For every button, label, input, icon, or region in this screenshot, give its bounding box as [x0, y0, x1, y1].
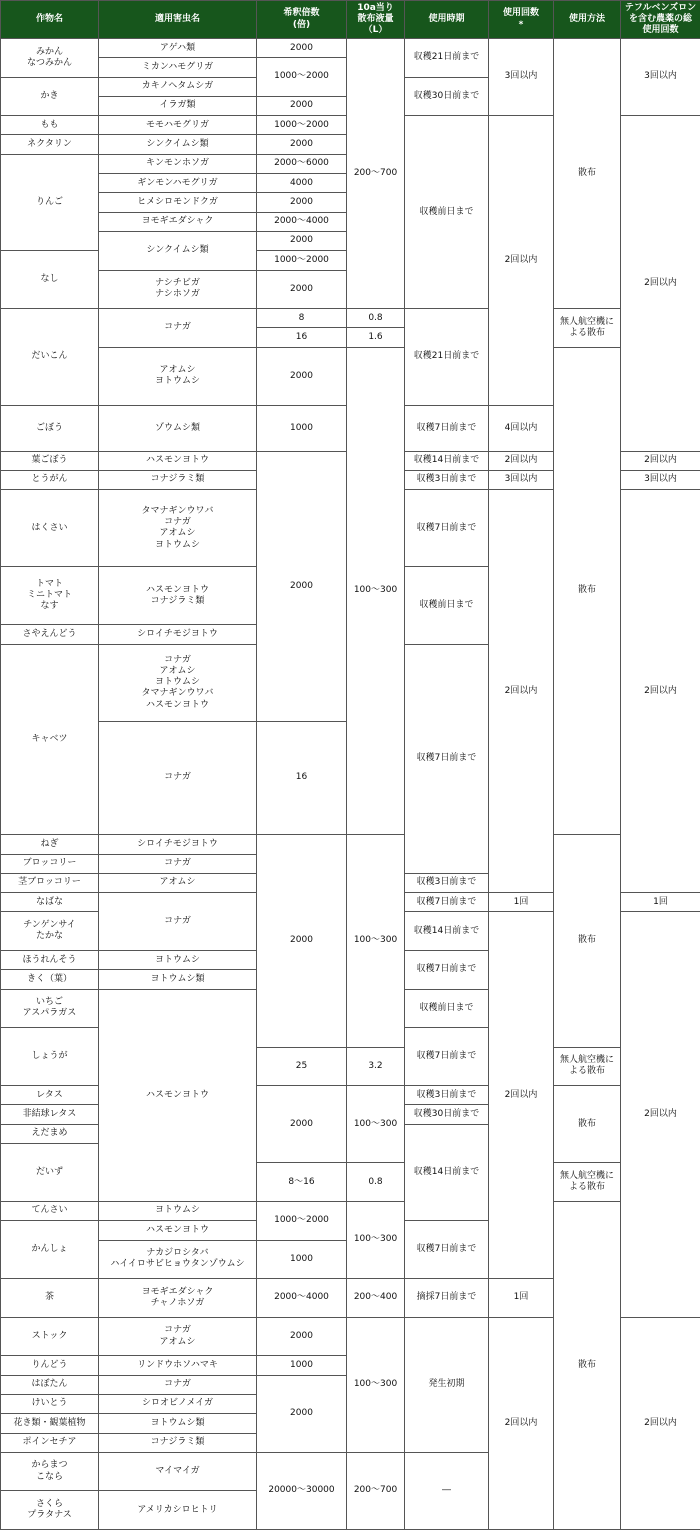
timing-cell: 収穫7日前まで [405, 405, 489, 451]
pest-cell: ヨトウムシ類 [99, 970, 257, 989]
volume-cell: 200～700 [347, 39, 405, 309]
count-cell: 2回以内 [489, 912, 554, 1279]
dilution-cell: 2000～4000 [257, 1279, 347, 1318]
pest-cell: ハスモンヨトウ コナジラミ類 [99, 567, 257, 625]
count-cell: 2回以内 [489, 490, 554, 893]
timing-cell: 収穫14日前まで [405, 912, 489, 951]
timing-cell: 収穫3日前まで [405, 873, 489, 892]
crop-cell: けいとう [1, 1394, 99, 1413]
pest-cell: コナジラミ類 [99, 470, 257, 489]
crop-cell: トマト ミニトマト なす [1, 567, 99, 625]
pest-cell: ヒメシロモンドクガ [99, 193, 257, 212]
crop-cell: かき [1, 77, 99, 116]
volume-cell: 0.8 [347, 1163, 405, 1202]
pest-cell: ナシチビガ ナシホソガ [99, 270, 257, 309]
volume-cell: 100～300 [347, 1201, 405, 1278]
count-cell: 3回以内 [489, 470, 554, 489]
dilution-cell: 2000 [257, 1317, 347, 1356]
method-cell: 無人航空機に よる散布 [554, 309, 621, 348]
volume-cell: 0.8 [347, 309, 405, 328]
pest-cell: キンモンホソガ [99, 154, 257, 173]
dilution-cell: 2000 [257, 96, 347, 115]
dilution-cell: 2000 [257, 1086, 347, 1163]
timing-cell: 収穫3日前まで [405, 470, 489, 489]
pest-cell: ミカンハモグリガ [99, 58, 257, 77]
timing-cell: 収穫前日まで [405, 116, 489, 309]
dilution-cell: 1000 [257, 1356, 347, 1375]
pest-cell: シロイチモジヨトウ [99, 625, 257, 644]
crop-cell: もも [1, 116, 99, 135]
header-timing: 使用時期 [405, 1, 489, 39]
timing-cell: 収穫3日前まで [405, 1086, 489, 1105]
pest-cell: シンクイムシ類 [99, 135, 257, 154]
timing-cell: 収穫30日前まで [405, 1105, 489, 1124]
crop-cell: 茶 [1, 1279, 99, 1318]
timing-cell: 収穫14日前まで [405, 451, 489, 470]
dilution-cell: 8 [257, 309, 347, 328]
dilution-cell: 2000 [257, 347, 347, 405]
count-cell: 2回以内 [489, 451, 554, 470]
pest-cell: アオムシ [99, 873, 257, 892]
crop-cell: 葉ごぼう [1, 451, 99, 470]
header-dilution: 希釈倍数 (倍) [257, 1, 347, 39]
header-pest: 適用害虫名 [99, 1, 257, 39]
dilution-cell: 2000 [257, 39, 347, 58]
dilution-cell: 2000 [257, 270, 347, 309]
pest-cell: コナガ [99, 309, 257, 348]
header-total: テフルベンズロン を含む農薬の総 使用回数 [621, 1, 700, 39]
dilution-cell: 8～16 [257, 1163, 347, 1202]
table-row [1, 309, 700, 328]
crop-cell: なばな [1, 893, 99, 912]
method-cell: 散布 [554, 39, 621, 309]
crop-cell: からまつ こなら [1, 1452, 99, 1491]
dilution-cell: 4000 [257, 174, 347, 193]
table-row [1, 39, 700, 58]
pest-cell: ヨモギエダシャク [99, 212, 257, 231]
method-cell: 散布 [554, 835, 621, 1047]
crop-cell: 非結球レタス [1, 1105, 99, 1124]
crop-cell: りんどう [1, 1356, 99, 1375]
volume-cell: 3.2 [347, 1047, 405, 1086]
pest-cell: コナガ [99, 893, 257, 951]
crop-cell: だいず [1, 1144, 99, 1202]
table-row [1, 347, 700, 366]
pest-cell: モモハモグリガ [99, 116, 257, 135]
pest-cell: イラガ類 [99, 96, 257, 115]
crop-cell: えだまめ [1, 1124, 99, 1143]
timing-cell: 収穫前日まで [405, 567, 489, 644]
total-cell: 2回以内 [621, 451, 700, 470]
pest-cell: ヨモギエダシャク チャノホソガ [99, 1279, 257, 1318]
pest-cell: マイマイガ [99, 1452, 257, 1491]
dilution-cell: 2000 [257, 835, 347, 1047]
table-row [1, 835, 700, 854]
dilution-cell: 1000～2000 [257, 251, 347, 270]
dilution-cell: 2000 [257, 1375, 347, 1452]
pest-cell: ゾウムシ類 [99, 405, 257, 451]
timing-cell: 摘採7日前まで [405, 1279, 489, 1318]
pest-cell: コナガ [99, 854, 257, 873]
crop-cell: ストック [1, 1317, 99, 1356]
pest-cell: ハスモンヨトウ [99, 1221, 257, 1240]
pest-cell: ヨトウムシ [99, 1201, 257, 1220]
pest-cell: ハスモンヨトウ [99, 451, 257, 470]
crop-cell: チンゲンサイ たかな [1, 912, 99, 951]
pest-cell: シロオビノメイガ [99, 1394, 257, 1413]
timing-cell: 収穫7日前まで [405, 644, 489, 873]
pest-cell: ヨトウムシ類 [99, 1414, 257, 1433]
crop-cell: だいこん [1, 309, 99, 405]
crop-cell: ごぼう [1, 405, 99, 451]
dilution-cell: 16 [257, 721, 347, 835]
pest-cell: アメリカシロヒトリ [99, 1491, 257, 1530]
volume-cell: 200～700 [347, 1452, 405, 1529]
dilution-cell: 20000～30000 [257, 1452, 347, 1529]
dilution-cell: 2000 [257, 193, 347, 212]
timing-cell: 収穫7日前まで [405, 1028, 489, 1086]
crop-cell: キャベツ [1, 644, 99, 835]
total-cell: 2回以内 [621, 490, 700, 893]
volume-cell: 100～300 [347, 347, 405, 835]
pest-cell: コナジラミ類 [99, 1433, 257, 1452]
total-cell: 2回以内 [621, 1317, 700, 1529]
dilution-cell: 1000～2000 [257, 58, 347, 97]
pest-cell: アゲハ類 [99, 39, 257, 58]
timing-cell: 収穫21日前まで [405, 309, 489, 405]
dilution-cell: 1000～2000 [257, 116, 347, 135]
dilution-cell: 16 [257, 328, 347, 347]
crop-cell: とうがん [1, 470, 99, 489]
timing-cell: 収穫前日まで [405, 989, 489, 1028]
volume-cell: 200～400 [347, 1279, 405, 1318]
total-cell: 3回以内 [621, 470, 700, 489]
crop-cell: レタス [1, 1086, 99, 1105]
crop-cell: しょうが [1, 1028, 99, 1086]
dilution-cell: 25 [257, 1047, 347, 1086]
dilution-cell: 2000～4000 [257, 212, 347, 231]
crop-cell: りんご [1, 154, 99, 250]
crop-cell: かんしょ [1, 1221, 99, 1279]
timing-cell: 収穫30日前まで [405, 77, 489, 116]
volume-cell: 100～300 [347, 1317, 405, 1452]
crop-cell: ポインセチア [1, 1433, 99, 1452]
pest-cell: タマナギンウワバ コナガ アオムシ ヨトウムシ [99, 490, 257, 567]
dilution-cell: 2000 [257, 231, 347, 250]
count-cell: 2回以内 [489, 1317, 554, 1529]
dilution-cell: 1000～2000 [257, 1201, 347, 1240]
crop-cell: いちご アスパラガス [1, 989, 99, 1028]
timing-cell: 収穫7日前まで [405, 490, 489, 567]
dilution-cell: 1000 [257, 405, 347, 451]
crop-cell: 花き類・観葉植物 [1, 1414, 99, 1433]
pest-cell: コナガ [99, 1375, 257, 1394]
crop-cell: ねぎ [1, 835, 99, 854]
crop-cell: 茎ブロッコリー [1, 873, 99, 892]
crop-cell: きく（葉） [1, 970, 99, 989]
crop-cell: ネクタリン [1, 135, 99, 154]
volume-cell: 1.6 [347, 328, 405, 347]
total-cell: 2回以内 [621, 116, 700, 451]
timing-cell: 発生初期 [405, 1317, 489, 1452]
pest-cell: シロイチモジヨトウ [99, 835, 257, 854]
pest-cell: ギンモンハモグリガ [99, 174, 257, 193]
count-cell: 3回以内 [489, 39, 554, 116]
total-cell: 1回 [621, 893, 700, 912]
method-cell: 無人航空機に よる散布 [554, 1163, 621, 1202]
volume-cell: 100～300 [347, 1086, 405, 1163]
total-cell: 2回以内 [621, 912, 700, 1317]
crop-cell: みかん なつみかん [1, 39, 99, 78]
method-cell: 無人航空機に よる散布 [554, 1047, 621, 1086]
pest-cell: コナガ アオムシ ヨトウムシ タマナギンウワバ ハスモンヨトウ [99, 644, 257, 721]
crop-cell: はくさい [1, 490, 99, 567]
dilution-cell: 2000～6000 [257, 154, 347, 173]
pest-cell: コナガ [99, 721, 257, 835]
table-row [1, 1201, 700, 1220]
pest-cell: アオムシ ヨトウムシ [99, 347, 257, 405]
pest-cell: シンクイムシ類 [99, 231, 257, 270]
timing-cell: 収穫14日前まで [405, 1124, 489, 1220]
timing-cell: 収穫21日前まで [405, 39, 489, 78]
timing-cell: ― [405, 1452, 489, 1529]
count-cell: 4回以内 [489, 405, 554, 451]
pest-cell: カキノヘタムシガ [99, 77, 257, 96]
header-volume: 10a当り 散布液量 （L） [347, 1, 405, 39]
total-cell: 3回以内 [621, 39, 700, 116]
header-row [1, 1, 700, 39]
timing-cell: 収穫7日前まで [405, 893, 489, 912]
crop-cell: さくら プラタナス [1, 1491, 99, 1530]
pest-cell: ハスモンヨトウ [99, 989, 257, 1201]
crop-cell: はぼたん [1, 1375, 99, 1394]
count-cell: 2回以内 [489, 116, 554, 405]
header-crop: 作物名 [1, 1, 99, 39]
crop-cell: ブロッコリー [1, 854, 99, 873]
pest-cell: ヨトウムシ [99, 951, 257, 970]
method-cell: 散布 [554, 1086, 621, 1163]
dilution-cell: 2000 [257, 135, 347, 154]
crop-cell: なし [1, 251, 99, 309]
crop-cell: てんさい [1, 1201, 99, 1220]
header-count: 使用回数 * [489, 1, 554, 39]
timing-cell: 収穫7日前まで [405, 1221, 489, 1279]
header-method: 使用方法 [554, 1, 621, 39]
volume-cell: 100～300 [347, 835, 405, 1047]
count-cell: 1回 [489, 1279, 554, 1318]
pest-cell: ナカジロシタバ ハイイロサビヒョウタンゾウムシ [99, 1240, 257, 1279]
dilution-cell: 2000 [257, 451, 347, 721]
crop-cell: ほうれんそう [1, 951, 99, 970]
count-cell: 1回 [489, 893, 554, 912]
method-cell: 散布 [554, 347, 621, 835]
crop-cell: さやえんどう [1, 625, 99, 644]
dilution-cell: 1000 [257, 1240, 347, 1279]
pest-cell: リンドウホソハマキ [99, 1356, 257, 1375]
method-cell: 散布 [554, 1201, 621, 1529]
pest-cell: コナガ アオムシ [99, 1317, 257, 1356]
timing-cell: 収穫7日前まで [405, 951, 489, 990]
